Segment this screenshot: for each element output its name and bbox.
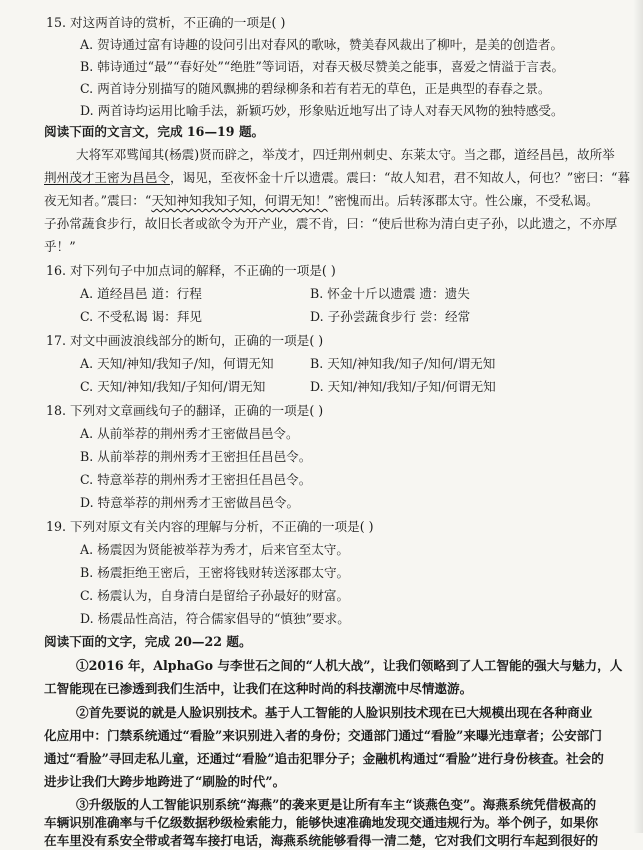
passage2-para1-line1: ①2016 年，AlphaGo 与李世石之间的“人机大战”，让我们领略到了人工智能的强大与魅力，人 [76,658,623,673]
wavy-underlined-sentence: 天知神知我知子知，何谓无知！ [151,193,328,208]
q19-option-a: A. 杨震因为贤能被举荐为秀才，后来官至太守。 [80,542,349,557]
underlined-sentence: 荆州茂才王密为昌邑令 [44,170,170,185]
q19-option-b: B. 杨震拒绝王密后，王密将钱财转送涿郡太守。 [80,565,350,580]
q18-option-b: B. 从前举荐的荆州秀才王密担任昌邑令。 [80,449,312,464]
passage2-para2-line2: 化应用中：门禁系统通过“看脸”来识别进入者的身份；交通部门通过“看脸”来曝光违章者；公安部门 [44,728,602,743]
q17-stem: 17. 对文中画波浪线部分的断句，正确的一项是( ) [46,333,324,348]
q15-option-d: D. 两首诗均运用比喻手法，新颖巧妙，形象贴近地写出了诗人对春天风物的独特感受。 [80,103,564,118]
q17-option-c: C. 天知/神知/我知/子知何/谓无知 [80,379,266,394]
reading1-heading: 阅读下面的文言文，完成 16—19 题。 [44,124,265,139]
passage1-line4: 子孙常蔬食步行，故旧长者或欲令为开产业，震不肯，曰：“使后世称为清白吏子孙，以此遗之，不亦厚 [44,216,618,231]
q19-stem: 19. 下列对原文有关内容的理解与分析，不正确的一项是( ) [46,519,374,534]
q19-option-d: D. 杨震品性高洁，符合儒家倡导的“慎独”要求。 [80,611,350,626]
passage1-line5: 乎！” [44,239,76,254]
q16-option-c: C. 不受私谒 谒：拜见 [80,309,202,324]
passage2-para1-line2: 工智能现在已渗透到我们生活中，让我们在这种时尚的科技潮流中尽情遨游。 [44,681,473,696]
reading2-heading: 阅读下面的文字，完成 20—22 题。 [44,634,252,649]
q17-option-b: B. 天知/神知我/知子/知何/谓无知 [310,356,496,371]
scan-edge-shadow [633,0,643,833]
q15-option-b: B. 韩诗通过“最”“春好处”“绝胜”等词语，对春天极尽赞美之能事，喜爱之情溢于言表。 [80,59,565,74]
q16-option-b: B. 怀金十斤以遗震 遗：遗失 [310,286,470,301]
passage2-para2-line1: ②首先要说的就是人脸识别技术。基于人工智能的人脸识别技术现在已大规模出现在各种商业 [76,705,593,720]
q16-option-a: A. 道经昌邑 道：行程 [80,286,202,301]
q17-option-a: A. 天知/神知/我知子/知，何谓无知 [80,356,274,371]
passage2-para3-line2: 车辆识别准确率与千亿级数据秒级检索能力，能够快速准确地发现交通违规行为。举个例子，如果你 [44,815,599,830]
q18-option-a: A. 从前举荐的荆州秀才王密做昌邑令。 [80,426,299,441]
q18-option-c: C. 特意举荐的荆州秀才王密担任昌邑令。 [80,472,312,487]
q16-stem: 16. 对下列句子中加点词的解释，不正确的一项是( ) [46,263,336,278]
passage1-line1: 大将军邓骘闻其(杨震)贤而辟之，举茂才，四迁荆州刺史、东莱太守。当之郡，道经昌邑，故所举 [76,147,615,162]
q16-option-d: D. 子孙尝蔬食步行 尝：经常 [310,309,471,324]
q15-stem: 15. 对这两首诗的赏析，不正确的一项是( ) [46,15,286,30]
passage2-para3-line3: 在车里没有系安全带或者驾车接打电话，海燕系统能够看得一清二楚，它对我们文明行车起到很好的 [44,833,599,848]
q19-option-c: C. 杨震认为，自身清白是留给子孙最好的财富。 [80,588,350,603]
q18-stem: 18. 下列对文章画线句子的翻译，正确的一项是( ) [46,403,324,418]
passage2-para2-line3: 通过“看脸”寻回走私儿童，还通过“看脸”追击犯罪分子；金融机构通过“看脸”进行身份核查。社会的 [44,751,604,766]
q18-option-d: D. 特意举荐的荆州秀才王密做昌邑令。 [80,495,300,510]
passage1-line3: 夜无知者。”震曰：“天知神知我知子知，何谓无知！”密愧而出。后转涿郡太守。性公廉，不受私谒。 [44,193,599,208]
passage2-para3-line1: ③升级版的人工智能识别系统“海燕”的袭来更是让所有车主“谈燕色变”。海燕系统凭借极高的 [76,797,597,812]
q15-option-c: C. 两首诗分别描写的随风飘拂的碧绿柳条和若有若无的草色，正是典型的春春之景。 [80,81,551,96]
q17-option-d: D. 天知/神知/我知/子知/何谓无知 [310,379,496,394]
passage1-line2: 荆州茂才王密为昌邑令，谒见，至夜怀金十斤以遗震。震曰：“故人知君，君不知故人，何也？”密曰：“暮 [44,170,631,185]
passage2-para2-line4: 进步让我们大跨步地跨进了“刷脸的时代”。 [44,774,286,789]
q15-option-a: A. 贺诗通过富有诗趣的设问引出对春风的歌咏，赞美春风裁出了柳叶，是美的创造者。 [80,37,564,52]
